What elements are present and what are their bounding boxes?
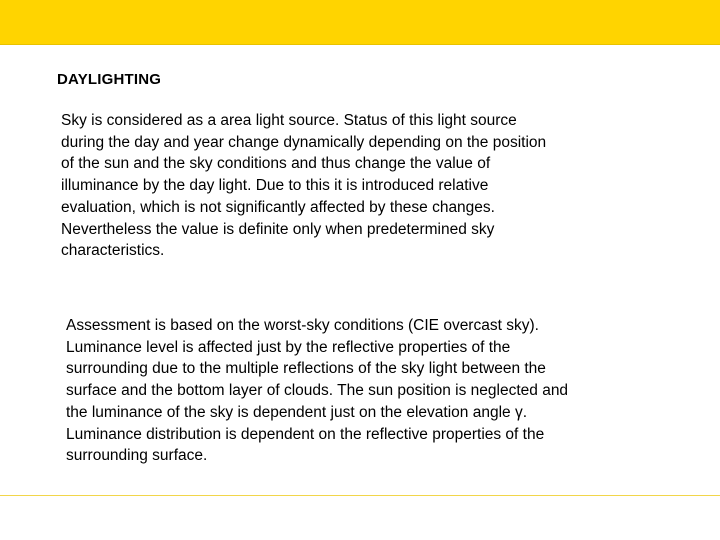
slide-title: DAYLIGHTING xyxy=(57,71,162,88)
paragraph-assessment xyxy=(66,315,666,467)
paragraph-line: Luminance level is affected just by the reflective properties of the xyxy=(66,338,511,356)
paragraph-line: Sky is considered as a area light source. Status of this light source xyxy=(61,112,517,129)
paragraph-line: Nevertheless the value is definite only when predetermined sky xyxy=(61,220,495,238)
paragraph-line: of the sun and the sky conditions and thus change the value of xyxy=(61,155,491,173)
paragraph-line: the luminance of the sky is dependent just on the elevation angle γ. xyxy=(66,403,527,421)
footer-divider xyxy=(0,495,720,496)
paragraph-line: surrounding due to the multiple reflections of the sky light between the xyxy=(66,360,546,378)
paragraph-line: during the day and year change dynamically depending on the position xyxy=(61,133,547,151)
header-band xyxy=(0,0,720,45)
paragraph-daylight-source xyxy=(61,110,641,262)
paragraph-line: Assessment is based on the worst-sky conditions (CIE overcast sky). xyxy=(66,317,539,334)
paragraph-line: surrounding surface. xyxy=(66,447,208,465)
paragraph-line: illuminance by the day light. Due to this it is introduced relative xyxy=(61,177,489,195)
paragraph-line: evaluation, which is not significantly affected by these changes. xyxy=(61,198,495,216)
paragraph-line: surface and the bottom layer of clouds. The sun position is neglected and xyxy=(66,382,569,400)
paragraph-line: characteristics. xyxy=(61,242,165,260)
paragraph-line: Luminance distribution is dependent on the reflective properties of the xyxy=(66,425,545,443)
